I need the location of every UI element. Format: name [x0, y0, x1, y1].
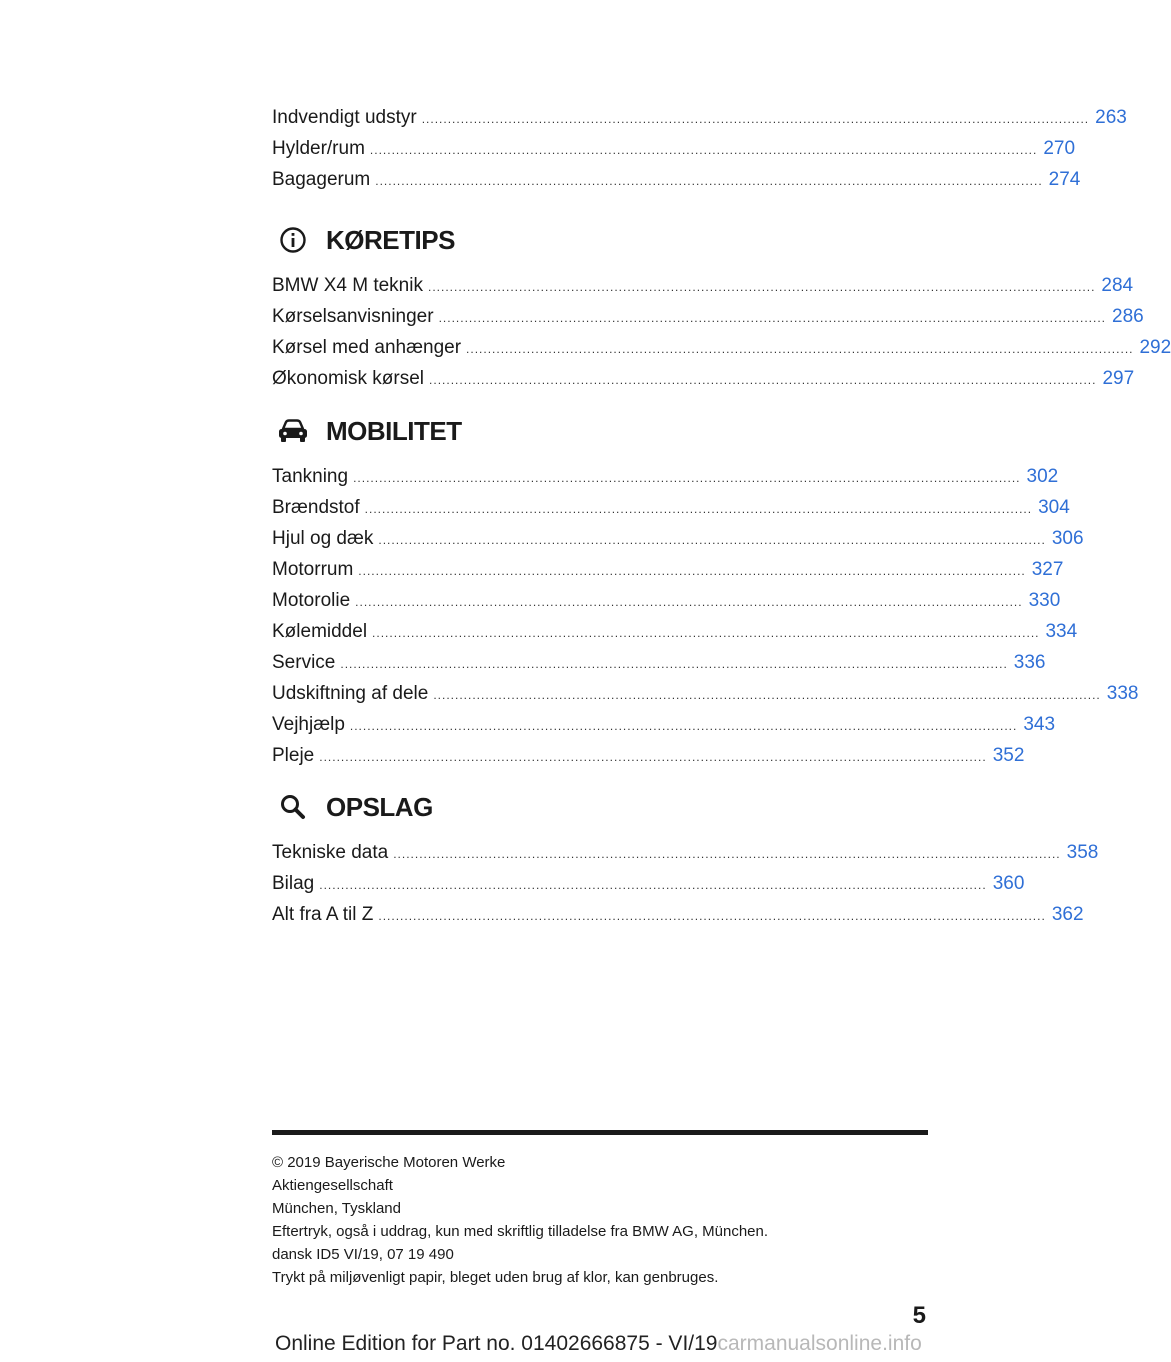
toc-entry-page[interactable]: 360: [992, 873, 1025, 894]
leader-dots: ..........................................................................................................................................................: [378, 533, 1046, 547]
toc-entry-label: Udskiftning af dele: [272, 683, 429, 704]
imprint-line: München, Tyskland: [272, 1200, 401, 1217]
leader-dots: ..........................................................................................................................................................: [429, 373, 1097, 387]
toc-entry-page[interactable]: 292: [1139, 337, 1171, 358]
toc-entry-label: Kørsel med anhænger: [272, 337, 462, 358]
leader-dots: ..........................................................................................................................................................: [358, 564, 1026, 578]
toc-entry-label: Motorolie: [272, 590, 351, 611]
toc-entry[interactable]: [272, 492, 1070, 523]
leader-dots: ..........................................................................................................................................................: [319, 878, 987, 892]
leader-dots: ..........................................................................................................................................................: [353, 471, 1021, 485]
toc-entry[interactable]: [272, 678, 1139, 709]
search-icon: [276, 790, 310, 824]
section-title: OPSLAG: [326, 791, 433, 822]
toc-entry-page[interactable]: 327: [1031, 559, 1064, 580]
leader-dots: ..........................................................................................................................................................: [375, 174, 1043, 188]
toc-entry-page[interactable]: 306: [1051, 528, 1084, 549]
watermark-text: Online Edition for Part no. 01402666875 - VI/19: [275, 1332, 718, 1355]
imprint-line: Aktiengesellschaft: [272, 1177, 393, 1194]
section-heading: [272, 210, 928, 270]
watermark-tail: carmanualsonline.info: [717, 1332, 922, 1355]
toc-entry-page[interactable]: 358: [1066, 842, 1099, 863]
section-opslag: [272, 777, 1099, 930]
toc-entry-page[interactable]: 302: [1026, 466, 1059, 487]
toc-entry-page[interactable]: 286: [1112, 306, 1144, 327]
toc-entry-label: Tekniske data: [272, 842, 389, 863]
section-title: KØRETIPS: [326, 224, 455, 255]
toc-entry[interactable]: [272, 554, 1064, 585]
toc-entry-label: Økonomisk kørsel: [272, 368, 425, 389]
toc-entry-label: Kølemiddel: [272, 621, 368, 642]
toc-entry[interactable]: [272, 301, 1144, 332]
toc-entry-label: Tankning: [272, 466, 349, 487]
toc-entry[interactable]: [272, 332, 1171, 363]
toc-entry[interactable]: [272, 363, 1135, 394]
toc-entry-label: Hjul og dæk: [272, 528, 374, 549]
imprint: [272, 1130, 928, 1289]
imprint-line: Trykt på miljøvenligt papir, bleget uden brug af klor, kan genbruges.: [272, 1269, 719, 1286]
leader-dots: ..........................................................................................................................................................: [319, 750, 987, 764]
leader-dots: ..........................................................................................................................................................: [364, 502, 1033, 516]
leader-dots: ..........................................................................................................................................................: [372, 626, 1040, 640]
toc-entry-label: Bilag: [272, 873, 315, 894]
toc-entry[interactable]: [272, 461, 1059, 492]
toc-entry-page[interactable]: 284: [1101, 275, 1134, 296]
toc-entry[interactable]: [272, 164, 1081, 195]
imprint-line: Eftertryk, også i uddrag, kun med skriftlig tilladelse fra BMW AG, München.: [272, 1223, 769, 1240]
toc-entry[interactable]: [272, 523, 1084, 554]
section-heading: [272, 777, 928, 837]
imprint-line: © 2019 Bayerische Motoren Werke: [272, 1154, 506, 1171]
section-heading: [272, 401, 928, 461]
toc-entry[interactable]: [272, 616, 1078, 647]
toc-entry-page[interactable]: 330: [1028, 590, 1061, 611]
leader-dots: ..........................................................................................................................................................: [378, 909, 1046, 923]
toc-entry-page[interactable]: 297: [1102, 368, 1135, 389]
toc-entry[interactable]: [272, 899, 1084, 930]
page-number: 5: [912, 1302, 926, 1329]
toc-entry[interactable]: [272, 133, 1076, 164]
leader-dots: ..........................................................................................................................................................: [427, 280, 1096, 294]
toc-entry-page[interactable]: 263: [1095, 107, 1127, 128]
toc-entry-page[interactable]: 336: [1013, 652, 1046, 673]
section-koretips: [272, 210, 1171, 394]
leader-dots: ..........................................................................................................................................................: [369, 143, 1038, 157]
leader-dots: ..........................................................................................................................................................: [340, 657, 1008, 671]
toc-entry[interactable]: [272, 102, 1127, 133]
toc-entry-label: Vejhjælp: [272, 714, 345, 735]
toc-entry-page[interactable]: 274: [1048, 169, 1081, 190]
leader-dots: ..........................................................................................................................................................: [433, 688, 1101, 702]
leader-dots: ..........................................................................................................................................................: [438, 311, 1107, 325]
leader-dots: ..........................................................................................................................................................: [466, 342, 1134, 356]
toc-entry-page[interactable]: 362: [1051, 904, 1084, 925]
toc-entry[interactable]: [272, 270, 1134, 301]
toc-entry-page[interactable]: 352: [992, 745, 1025, 766]
watermark: [275, 1332, 922, 1356]
toc-entry-page[interactable]: 343: [1023, 714, 1056, 735]
toc-entry-label: Indvendigt udstyr: [272, 107, 417, 128]
toc-entry-label: Bagagerum: [272, 169, 371, 190]
toc-group-top: [272, 102, 1127, 195]
section-title: MOBILITET: [326, 415, 462, 446]
info-icon: [276, 223, 310, 257]
leader-dots: ..........................................................................................................................................................: [393, 847, 1061, 861]
toc-entry[interactable]: [272, 868, 1025, 899]
toc-entry-label: Pleje: [272, 745, 315, 766]
toc-entry[interactable]: [272, 709, 1056, 740]
toc-entry-label: Service: [272, 652, 336, 673]
toc-entry-label: Alt fra A til Z: [272, 904, 374, 925]
toc-entry-label: Motorrum: [272, 559, 354, 580]
imprint-line: dansk ID5 VI/19, 07 19 490: [272, 1246, 454, 1263]
toc-entry-page[interactable]: 270: [1043, 138, 1076, 159]
toc-entry-label: Brændstof: [272, 497, 360, 518]
leader-dots: ..........................................................................................................................................................: [355, 595, 1023, 609]
leader-dots: ..........................................................................................................................................................: [421, 112, 1090, 126]
leader-dots: ..........................................................................................................................................................: [349, 719, 1018, 733]
toc-entry[interactable]: [272, 837, 1099, 868]
toc-entry[interactable]: [272, 585, 1061, 616]
toc-entry-label: Kørselsanvisninger: [272, 306, 434, 327]
toc-entry[interactable]: [272, 647, 1046, 678]
toc-entry-page[interactable]: 304: [1038, 497, 1070, 518]
car-icon: [276, 414, 310, 448]
footer-rule: [272, 1130, 928, 1135]
toc-entry[interactable]: [272, 740, 1025, 771]
toc-entry-label: Hylder/rum: [272, 138, 365, 159]
toc-entry-page[interactable]: 334: [1045, 621, 1078, 642]
toc-entry-label: BMW X4 M teknik: [272, 275, 423, 296]
toc-entry-page[interactable]: 338: [1106, 683, 1139, 704]
section-mobilitet: [272, 401, 1139, 771]
